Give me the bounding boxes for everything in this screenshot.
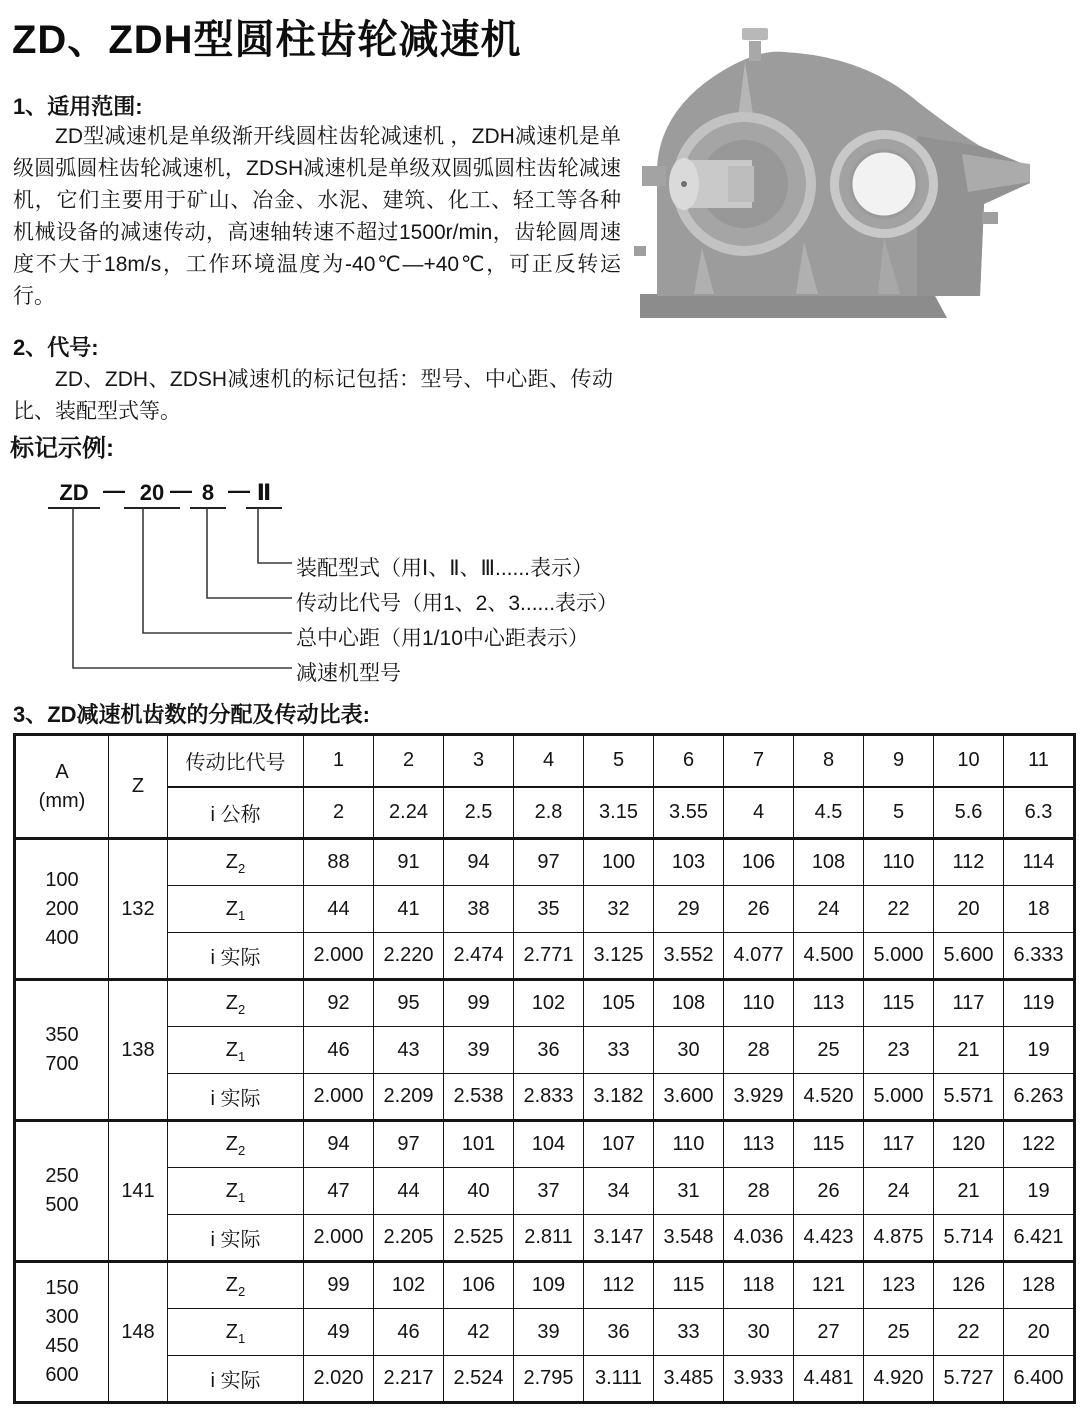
table-cell: 1: [304, 735, 374, 787]
table-cell: 108: [794, 839, 864, 886]
table-cell: 40: [444, 1168, 514, 1215]
table-cell: 2: [304, 787, 374, 839]
header-cell-ratio-code-label: 传动比代号: [168, 735, 304, 787]
table-cell: 35: [514, 886, 584, 933]
cell-z-sum: 138: [109, 980, 168, 1121]
cell-a-values: 250 500: [15, 1121, 109, 1262]
marking-label-assembly: 装配型式（用Ⅰ、Ⅱ、Ⅲ......表示）: [296, 557, 594, 580]
table-cell: 24: [864, 1168, 934, 1215]
table-cell: 4: [514, 735, 584, 787]
table-cell: 94: [444, 839, 514, 886]
cell-z-sum: 141: [109, 1121, 168, 1262]
row-label-z2: $Z_2$: [168, 839, 304, 886]
table-cell: 123: [864, 1262, 934, 1309]
table-cell: 109: [514, 1262, 584, 1309]
table-cell: 39: [444, 1027, 514, 1074]
table-cell: 121: [794, 1262, 864, 1309]
table-cell: 102: [514, 980, 584, 1027]
table-cell: 4.481: [794, 1356, 864, 1403]
table-cell: 21: [934, 1027, 1004, 1074]
table-cell: 41: [374, 886, 444, 933]
table-cell: 3.552: [654, 933, 724, 980]
table-cell: 23: [864, 1027, 934, 1074]
table-cell: 5.714: [934, 1215, 1004, 1262]
table-cell: 106: [724, 839, 794, 886]
table-cell: 2.474: [444, 933, 514, 980]
table-cell: 46: [304, 1027, 374, 1074]
marking-code-dash: —: [228, 478, 250, 503]
table-cell: 3.485: [654, 1356, 724, 1403]
table-cell: 20: [934, 886, 1004, 933]
row-label-z2: $Z_2$: [168, 980, 304, 1027]
cell-a-values: 150 300 450 600: [15, 1262, 109, 1403]
table-cell: 3.125: [584, 933, 654, 980]
table-cell: 94: [304, 1121, 374, 1168]
table-cell: 9: [864, 735, 934, 787]
table-cell: 19: [1004, 1168, 1075, 1215]
gear-reducer-photo: [632, 16, 1062, 336]
table-cell: 118: [724, 1262, 794, 1309]
table-cell: 6.333: [1004, 933, 1075, 980]
table-cell: 6.400: [1004, 1356, 1075, 1403]
table-cell: 5.571: [934, 1074, 1004, 1121]
table-cell: 42: [444, 1309, 514, 1356]
table-cell: 99: [444, 980, 514, 1027]
table-cell: 2.771: [514, 933, 584, 980]
table-cell: 18: [1004, 886, 1075, 933]
table-cell: 5.000: [864, 933, 934, 980]
table-cell: 110: [654, 1121, 724, 1168]
table-cell: 6.263: [1004, 1074, 1075, 1121]
table-cell: 28: [724, 1168, 794, 1215]
header-a-symbol: A: [55, 760, 69, 783]
table-header-row-i-nominal: [15, 787, 1075, 839]
table-cell: 119: [1004, 980, 1075, 1027]
table-row-z1: [15, 886, 1075, 933]
table-cell: 5: [864, 787, 934, 839]
table-row-z1: [15, 1027, 1075, 1074]
table-cell: 122: [1004, 1121, 1075, 1168]
table-cell: 19: [1004, 1027, 1075, 1074]
table-cell: 5.727: [934, 1356, 1004, 1403]
table-cell: 2.217: [374, 1356, 444, 1403]
table-cell: 4.920: [864, 1356, 934, 1403]
table-cell: 30: [724, 1309, 794, 1356]
table-cell: 36: [514, 1027, 584, 1074]
row-label-i-actual: i 实际: [168, 1356, 304, 1403]
table-cell: 39: [514, 1309, 584, 1356]
header-cell-z: Z: [109, 735, 168, 839]
section1-heading: 1、适用范围:: [13, 94, 143, 119]
table-cell: 117: [864, 1121, 934, 1168]
table-row-z1: [15, 1309, 1075, 1356]
table-cell: 97: [514, 839, 584, 886]
table-cell: 128: [1004, 1262, 1075, 1309]
marking-label-ratio: 传动比代号（用1、2、3......表示）: [296, 592, 619, 615]
table-cell: 106: [444, 1262, 514, 1309]
table-cell: 2.5: [444, 787, 514, 839]
table-cell: 2.000: [304, 1074, 374, 1121]
table-cell: 2.000: [304, 1215, 374, 1262]
table-header-row-ratio-codes: [15, 735, 1075, 787]
table-row-i-actual: [15, 1356, 1075, 1403]
table-cell: 115: [654, 1262, 724, 1309]
marking-code-model: ZD: [48, 480, 100, 509]
table-cell: 107: [584, 1121, 654, 1168]
table-cell: 3.600: [654, 1074, 724, 1121]
table-row-z2: [15, 1121, 1075, 1168]
table-cell: 25: [794, 1027, 864, 1074]
section2-heading: 2、代号:: [13, 335, 99, 360]
table-cell: 47: [304, 1168, 374, 1215]
table-cell: 2.524: [444, 1356, 514, 1403]
table-cell: 2.525: [444, 1215, 514, 1262]
table-cell: 4.423: [794, 1215, 864, 1262]
row-label-i-actual: i 实际: [168, 1215, 304, 1262]
table-cell: 115: [864, 980, 934, 1027]
table-cell: 5: [584, 735, 654, 787]
table-cell: 33: [584, 1027, 654, 1074]
header-cell-i-nominal-label: i 公称: [168, 787, 304, 839]
table-cell: 103: [654, 839, 724, 886]
table-cell: 113: [794, 980, 864, 1027]
header-a-unit: (mm): [38, 789, 86, 812]
table-cell: 91: [374, 839, 444, 886]
table-cell: 88: [304, 839, 374, 886]
table-cell: 24: [794, 886, 864, 933]
table-cell: 112: [934, 839, 1004, 886]
marking-code-assembly: Ⅱ: [246, 480, 282, 509]
table-cell: 99: [304, 1262, 374, 1309]
table-cell: 4.077: [724, 933, 794, 980]
table-cell: 22: [934, 1309, 1004, 1356]
cell-a-values: 100 200 400: [15, 839, 109, 980]
table-cell: 37: [514, 1168, 584, 1215]
table-cell: 104: [514, 1121, 584, 1168]
table-cell: 33: [654, 1309, 724, 1356]
table-cell: 5.600: [934, 933, 1004, 980]
table-cell: 30: [654, 1027, 724, 1074]
table-cell: 34: [584, 1168, 654, 1215]
marking-example-heading: 标记示例:: [10, 435, 114, 462]
header-cell-a: [15, 735, 109, 839]
table-row-i-actual: [15, 1215, 1075, 1262]
table-cell: 8: [794, 735, 864, 787]
table-cell: 2.811: [514, 1215, 584, 1262]
table-cell: 25: [864, 1309, 934, 1356]
table-cell: 11: [1004, 735, 1075, 787]
table-cell: 4.036: [724, 1215, 794, 1262]
table-cell: 22: [864, 886, 934, 933]
table-cell: 112: [584, 1262, 654, 1309]
row-label-z1: $Z_1$: [168, 1027, 304, 1074]
marking-code-ratio: 8: [190, 480, 226, 509]
table-cell: 2.020: [304, 1356, 374, 1403]
table-cell: 29: [654, 886, 724, 933]
table-cell: 7: [724, 735, 794, 787]
page-title: ZD、ZDH型圆柱齿轮减速机: [12, 18, 522, 62]
table-cell: 3.182: [584, 1074, 654, 1121]
table-cell: 46: [374, 1309, 444, 1356]
table-row-i-actual: [15, 933, 1075, 980]
row-label-z2: $Z_2$: [168, 1262, 304, 1309]
cell-z-sum: 148: [109, 1262, 168, 1403]
marking-code-dash: —: [103, 478, 125, 503]
section1-paragraph: ZD型减速机是单级渐开线圆柱齿轮减速机 ，ZDH减速机是单级圆弧圆柱齿轮减速机，ZDSH减速机是单级双圆弧圆柱齿轮减速机，它们主要用于矿山、冶金、水泥、建筑、化工、轻工等各种机械设备的减速传动，高速轴转速不超过1500r/min，齿轮圆周速度不大于18m/s，工作环境温度为-40℃—+40℃，可正反转运行。: [13, 125, 621, 308]
row-label-z1: $Z_1$: [168, 886, 304, 933]
table-row-i-actual: [15, 1074, 1075, 1121]
table-cell: 2: [374, 735, 444, 787]
table-cell: 36: [584, 1309, 654, 1356]
table-cell: 3.147: [584, 1215, 654, 1262]
row-label-i-actual: i 实际: [168, 1074, 304, 1121]
table-cell: 28: [724, 1027, 794, 1074]
table-cell: 27: [794, 1309, 864, 1356]
table-cell: 4.875: [864, 1215, 934, 1262]
table-cell: 2.205: [374, 1215, 444, 1262]
table-row-z2: [15, 1262, 1075, 1309]
table-cell: 21: [934, 1168, 1004, 1215]
table-cell: 2.220: [374, 933, 444, 980]
table-cell: 49: [304, 1309, 374, 1356]
table-cell: 2.209: [374, 1074, 444, 1121]
table-cell: 2.8: [514, 787, 584, 839]
table-cell: 6: [654, 735, 724, 787]
table-cell: 2.538: [444, 1074, 514, 1121]
table-cell: 44: [374, 1168, 444, 1215]
table-cell: 114: [1004, 839, 1075, 886]
table-cell: 110: [864, 839, 934, 886]
section2-paragraph: ZD、ZDH、ZDSH减速机的标记包括：型号、中心距、传动比、装配型式等。: [13, 368, 613, 423]
table-cell: 126: [934, 1262, 1004, 1309]
table-cell: 2.795: [514, 1356, 584, 1403]
table-cell: 2.000: [304, 933, 374, 980]
table-cell: 20: [1004, 1309, 1075, 1356]
section3-heading: 3、ZD减速机齿数的分配及传动比表:: [13, 702, 370, 727]
table-cell: 4: [724, 787, 794, 839]
table-cell: 108: [654, 980, 724, 1027]
table-cell: 3.929: [724, 1074, 794, 1121]
table-row-z2: [15, 980, 1075, 1027]
table-cell: 26: [724, 886, 794, 933]
table-cell: 110: [724, 980, 794, 1027]
table-row-z1: [15, 1168, 1075, 1215]
marking-code-center: 20: [124, 480, 180, 509]
table-cell: 32: [584, 886, 654, 933]
table-cell: 10: [934, 735, 1004, 787]
table-cell: 100: [584, 839, 654, 886]
table-cell: 117: [934, 980, 1004, 1027]
table-cell: 97: [374, 1121, 444, 1168]
marking-label-center: 总中心距（用1/10中心距表示）: [296, 627, 589, 650]
table-cell: 113: [724, 1121, 794, 1168]
table-cell: 3.111: [584, 1356, 654, 1403]
marking-code-dash: —: [170, 478, 192, 503]
table-cell: 3: [444, 735, 514, 787]
table-cell: 6.3: [1004, 787, 1075, 839]
row-label-z1: $Z_1$: [168, 1168, 304, 1215]
table-cell: 5.000: [864, 1074, 934, 1121]
table-cell: 3.933: [724, 1356, 794, 1403]
table-cell: 2.833: [514, 1074, 584, 1121]
table-row-z2: [15, 839, 1075, 886]
table-cell: 120: [934, 1121, 1004, 1168]
table-cell: 3.15: [584, 787, 654, 839]
table-cell: 4.520: [794, 1074, 864, 1121]
table-cell: 3.55: [654, 787, 724, 839]
table-cell: 5.6: [934, 787, 1004, 839]
row-label-z2: $Z_2$: [168, 1121, 304, 1168]
table-cell: 26: [794, 1168, 864, 1215]
table-cell: 4.500: [794, 933, 864, 980]
table-cell: 44: [304, 886, 374, 933]
table-cell: 6.421: [1004, 1215, 1075, 1262]
table-cell: 2.24: [374, 787, 444, 839]
row-label-i-actual: i 实际: [168, 933, 304, 980]
table-cell: 4.5: [794, 787, 864, 839]
row-label-z1: $Z_1$: [168, 1309, 304, 1356]
gear-ratio-table: [13, 733, 1076, 1404]
table-cell: 95: [374, 980, 444, 1027]
table-cell: 105: [584, 980, 654, 1027]
table-cell: 115: [794, 1121, 864, 1168]
table-cell: 101: [444, 1121, 514, 1168]
table-cell: 3.548: [654, 1215, 724, 1262]
marking-label-model: 减速机型号: [296, 662, 401, 685]
cell-a-values: 350 700: [15, 980, 109, 1121]
table-cell: 92: [304, 980, 374, 1027]
table-cell: 38: [444, 886, 514, 933]
table-cell: 31: [654, 1168, 724, 1215]
cell-z-sum: 132: [109, 839, 168, 980]
table-cell: 102: [374, 1262, 444, 1309]
table-cell: 43: [374, 1027, 444, 1074]
